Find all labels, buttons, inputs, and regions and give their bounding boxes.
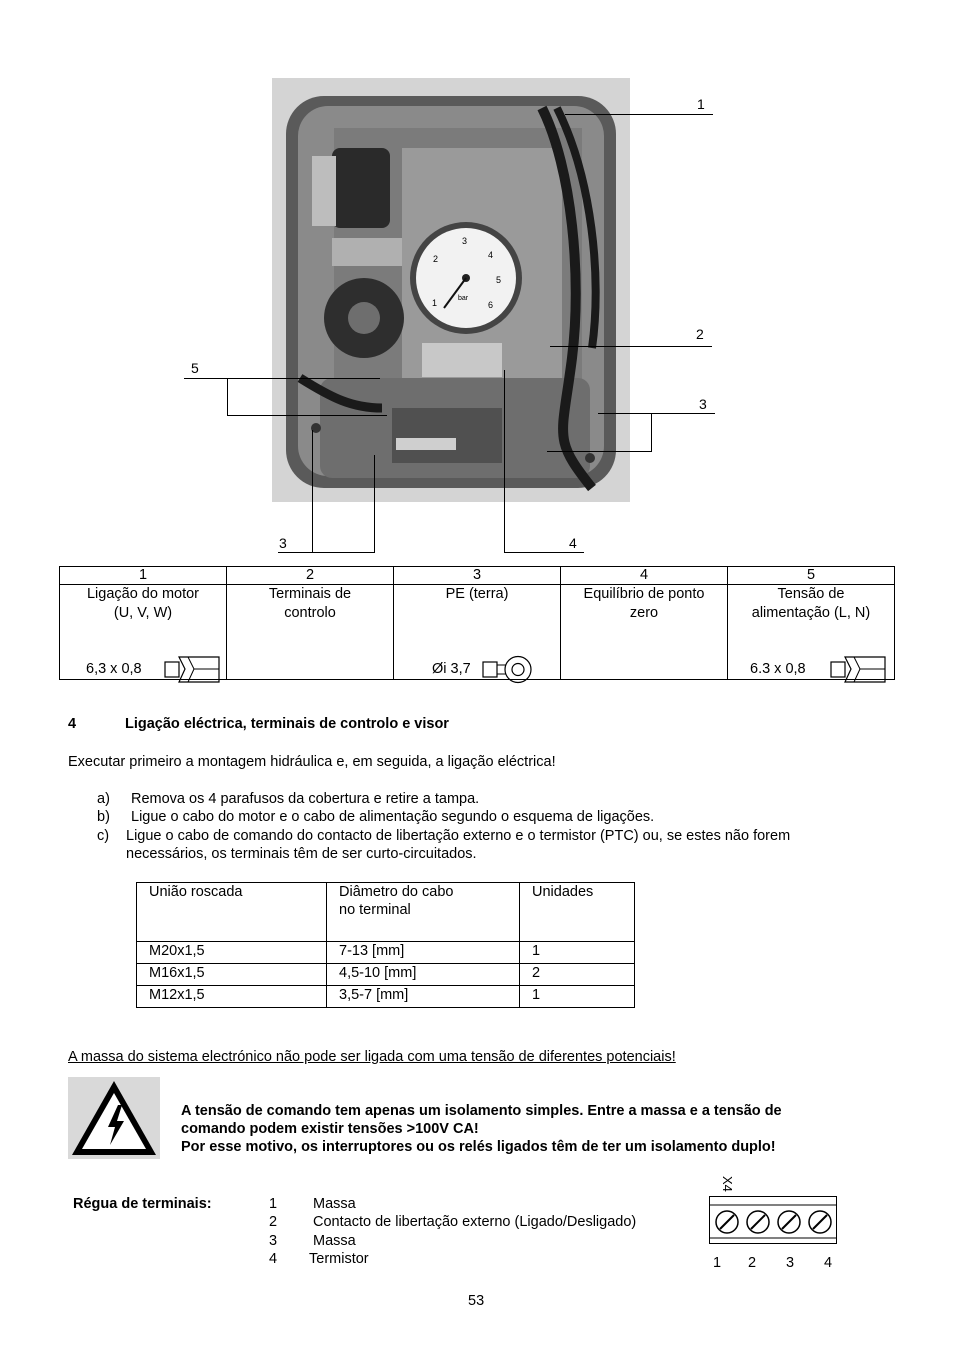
units-cell: 1 (520, 986, 635, 1008)
legend-table (59, 566, 895, 680)
units-cell: 2 (520, 964, 635, 986)
flat-connector-icon (830, 654, 886, 686)
table-row (137, 986, 635, 1008)
high-voltage-warning-icon (68, 1077, 160, 1159)
gauge-num-2: 2 (433, 254, 439, 264)
legend-cell-1 (60, 585, 227, 680)
callout-line-3-bottom-a (312, 430, 313, 552)
terminal-block-drawing (709, 1196, 837, 1244)
legend-num-1: 1 (60, 567, 227, 585)
legend-num-3: 3 (394, 567, 561, 585)
units-cell: 1 (520, 942, 635, 964)
connector-num-2: 2 (748, 1255, 757, 1271)
units-header-diameter-a: Diâmetro do cabo (339, 884, 454, 900)
callout-line-3-bottom-b (374, 455, 375, 552)
legend-desc-4a: Equilíbrio de ponto (583, 586, 705, 602)
warning-line-2: comando podem existir tensões >100V CA! (181, 1121, 479, 1137)
legend-num-2: 2 (227, 567, 394, 585)
connector-num-4: 4 (824, 1255, 833, 1271)
callout-line-1 (565, 114, 713, 115)
step-c-label: c) (97, 828, 110, 844)
terminal-num-3: 3 (269, 1233, 278, 1249)
warning-line-3: Por esse motivo, os interruptores ou os relés ligados têm de ter um isolamento duplo! (181, 1139, 776, 1155)
callout-4: 4 (569, 535, 577, 551)
terminal-num-4: 4 (269, 1251, 278, 1267)
legend-num-5: 5 (728, 567, 895, 585)
terminal-block-x4 (709, 1196, 837, 1244)
terminal-label-2: Contacto de libertação externo (Ligado/Desligado) (313, 1214, 637, 1230)
legend-desc-2b: controlo (284, 605, 336, 621)
screw-terminal-icon (809, 1211, 831, 1233)
controller-photo-drawing (272, 78, 630, 502)
section-title: Ligação eléctrica, terminais de controlo e visor (125, 716, 449, 732)
step-a-label: a) (97, 791, 110, 807)
callout-line-3-right-top (598, 413, 715, 414)
controller-photo (272, 78, 630, 502)
units-cell: M20x1,5 (137, 942, 327, 964)
legend-desc-5b: alimentação (L, N) (751, 605, 871, 621)
step-c-text: Ligue o cabo de comando do contacto de libertação externo e o termistor (PTC) ou, se estes não forem (126, 828, 791, 844)
legend-desc-5a: Tensão de (777, 586, 845, 602)
legend-size-1: 6,3 x 0,8 (86, 661, 142, 677)
legend-desc-1b: (U, V, W) (113, 605, 173, 621)
callout-line-4-h (504, 552, 584, 553)
legend-cell-3 (394, 585, 561, 680)
units-cell: 3,5-7 [mm] (327, 986, 520, 1008)
legend-desc-2a: Terminais de (268, 586, 352, 602)
legend-cell-5 (728, 585, 895, 680)
units-header-diameter-b: no terminal (339, 902, 411, 918)
ring-terminal-icon (482, 654, 534, 686)
units-cell: M16x1,5 (137, 964, 327, 986)
callout-line-2 (550, 346, 712, 347)
callout-1: 1 (697, 96, 705, 112)
callout-3-bottom: 3 (279, 535, 287, 551)
screw-terminal-icon (716, 1211, 738, 1233)
step-b-label: b) (97, 809, 110, 825)
table-row (137, 942, 635, 964)
connector-num-1: 1 (713, 1255, 722, 1271)
step-c-text-cont: necessários, os terminais têm de ser curto-circuitados. (126, 846, 477, 862)
callout-line-5-top (184, 378, 380, 379)
legend-cell-4 (561, 585, 728, 680)
legend-desc-1a: Ligação do motor (86, 586, 200, 602)
callout-3-right: 3 (699, 396, 707, 412)
callout-line-5-bottom (227, 415, 387, 416)
legend-cell-2 (227, 585, 394, 680)
legend-num-4: 4 (561, 567, 728, 585)
units-cell: 7-13 [mm] (327, 942, 520, 964)
callout-2: 2 (696, 326, 704, 342)
legend-size-3: Øi 3,7 (432, 661, 471, 677)
callout-line-4-vert (504, 370, 505, 552)
warning-line-1: A tensão de comando tem apenas um isolamento simples. Entre a massa e a tensão de (181, 1103, 782, 1119)
gauge-num-1: 1 (432, 298, 438, 308)
ground-note: A massa do sistema electrónico não pode ser ligada com uma tensão de diferentes potenciais! (68, 1049, 676, 1065)
page-number: 53 (468, 1293, 485, 1309)
gauge-num-4: 4 (488, 250, 494, 260)
intro-text: Executar primeiro a montagem hidráulica e, em seguida, a ligação eléctrica! (68, 754, 556, 770)
callout-line-3-bottom-h (278, 552, 375, 553)
terminal-label-1: Massa (313, 1196, 356, 1212)
callout-line-3-right-vert (651, 413, 652, 452)
units-header-diameter (327, 883, 520, 942)
legend-desc-3a: PE (terra) (445, 586, 509, 602)
screw-terminal-icon (747, 1211, 769, 1233)
terminal-num-1: 1 (269, 1196, 278, 1212)
gauge-num-5: 5 (496, 275, 502, 285)
warning-panel (68, 1077, 160, 1159)
section-number: 4 (68, 716, 77, 732)
flat-connector-icon (164, 654, 220, 686)
gauge-unit: bar (458, 295, 469, 302)
callout-line-5-vert (227, 378, 228, 416)
cable-gland-table (136, 882, 635, 1008)
terminal-num-2: 2 (269, 1214, 278, 1230)
units-cell: 4,5-10 [mm] (327, 964, 520, 986)
legend-size-5: 6.3 x 0,8 (750, 661, 806, 677)
terminal-label-3: Massa (313, 1233, 356, 1249)
step-b-text: Ligue o cabo do motor e o cabo de alimentação segundo o esquema de ligações. (131, 809, 655, 825)
table-row (137, 964, 635, 986)
legend-desc-4b: zero (629, 605, 659, 621)
callout-line-3-right-bottom (547, 451, 652, 452)
units-header-thread: União roscada (137, 883, 327, 942)
units-header-units: Unidades (520, 883, 635, 942)
connector-label: X4 (720, 1176, 735, 1192)
gauge-num-3: 3 (462, 236, 468, 246)
units-cell: M12x1,5 (137, 986, 327, 1008)
step-a-text: Remova os 4 parafusos da cobertura e retire a tampa. (131, 791, 480, 807)
screw-terminal-icon (778, 1211, 800, 1233)
terminal-label-4: Termistor (309, 1251, 369, 1267)
callout-5: 5 (191, 360, 199, 376)
terminal-strip-heading: Régua de terminais: (73, 1196, 212, 1212)
gauge-num-6: 6 (488, 300, 494, 310)
connector-num-3: 3 (786, 1255, 795, 1271)
